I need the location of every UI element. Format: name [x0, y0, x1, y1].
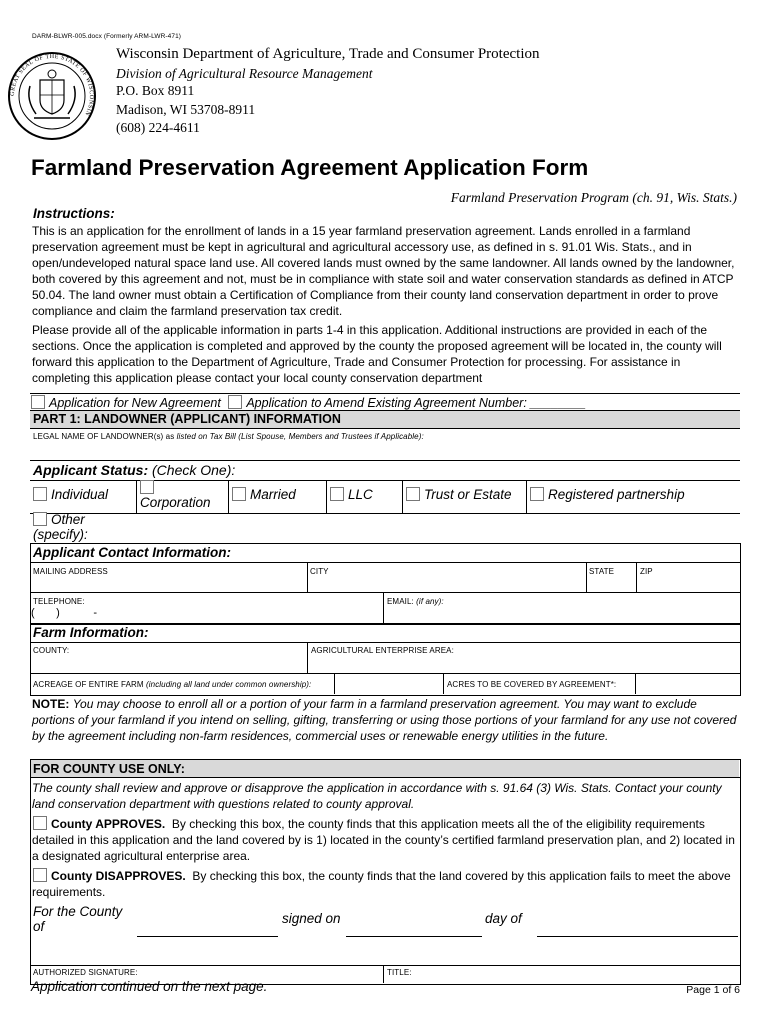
part1-heading: PART 1: LANDOWNER (APPLICANT) INFORMATION [33, 412, 341, 426]
for-county-of-label: For the County of [33, 904, 123, 934]
county-approves-checkbox[interactable] [33, 816, 47, 830]
instructions-paragraph-2: Please provide all of the applicable information in parts 1-4 in this application. Additional instructions are provided in each of the sections. Once the application is completed and approved by the county the proposed agreement will be located in, the county will forward this application to the Department of Agriculture, Trade and Consumer Protection for processing. For assistance in completing this application please contact your local county conservation department [32, 323, 722, 385]
agency-po-box: P.O. Box 8911 [116, 83, 195, 98]
instructions-body [32, 223, 740, 386]
contact-heading: Applicant Contact Information: [33, 545, 231, 560]
telephone-input[interactable]: ( ) - [31, 607, 98, 619]
page-number: Page 1 of 6 [686, 984, 740, 996]
new-agreement-checkbox[interactable] [31, 395, 45, 409]
status-option-corporation[interactable]: Corporation [140, 480, 211, 510]
authorized-signature-label: AUTHORIZED SIGNATURE: [33, 968, 138, 977]
program-name: Farmland Preservation Program (ch. 91, Wis. Stats.) [450, 190, 737, 205]
amend-agreement-label: Application to Amend Existing Agreement Number: ________ [246, 396, 586, 410]
agency-name: Wisconsin Department of Agriculture, Trade and Consumer Protection [116, 46, 540, 62]
legal-name-input[interactable] [31, 442, 739, 458]
state-seal-logo [6, 50, 98, 142]
county-disapproves-checkbox[interactable] [33, 868, 47, 882]
authorized-signature-input[interactable] [31, 944, 381, 964]
agency-division: Division of Agricultural Resource Management [116, 66, 373, 81]
state-label: STATE [589, 567, 615, 576]
title-input[interactable] [386, 944, 738, 964]
email-input[interactable] [386, 606, 738, 621]
status-option-individual[interactable]: Individual [33, 487, 108, 502]
city-input[interactable] [309, 576, 584, 590]
farm-heading: Farm Information: [33, 625, 149, 640]
acres-covered-input[interactable] [637, 675, 738, 692]
day-of-label: day of [485, 911, 522, 926]
signed-on-label: signed on [282, 911, 341, 926]
continued-note: Application continued on the next page. [31, 979, 268, 994]
acres-covered-label: ACRES TO BE COVERED BY AGREEMENT*: [447, 680, 617, 689]
month-year-input[interactable] [537, 918, 738, 935]
acreage-input[interactable] [336, 675, 441, 692]
email-label: EMAIL: (if any): [387, 597, 444, 606]
amend-agreement-checkbox[interactable] [228, 395, 242, 409]
other-specify-input[interactable] [96, 528, 736, 542]
county-use-heading: FOR COUNTY USE ONLY: [33, 762, 185, 776]
signed-date-input[interactable] [346, 918, 482, 935]
mailing-address-label: MAILING ADDRESS [33, 567, 108, 576]
mailing-address-input[interactable] [31, 576, 305, 590]
legal-name-label: LEGAL NAME OF LANDOWNER(s) as listed on Tax Bill (List Spouse, Members and Trustees if Applicable): [33, 432, 424, 441]
form-code: DARM-BLWR-005.docx (Formerly ARM-LWR-471) [32, 33, 182, 40]
new-agreement-label: Application for New Agreement [49, 396, 221, 410]
status-option-llc[interactable]: LLC [330, 487, 373, 502]
zip-label: ZIP [640, 567, 653, 576]
application-type-row [31, 395, 586, 410]
county-name-input[interactable] [137, 918, 278, 935]
county-label: COUNTY: [33, 646, 70, 655]
telephone-label: TELEPHONE: [33, 597, 85, 606]
page-title: Farmland Preservation Agreement Application Form [31, 155, 589, 180]
agency-phone: (608) 224-4611 [116, 120, 200, 135]
county-approves-row: County APPROVES. By checking this box, the county finds that this application meets all the of the eligibility requirements detailed in this application and the land covered by is 1) located in the county’s certified farmland preservation plan, and 2) located in a designated agricultural enterprise area. [32, 817, 735, 863]
zip-input[interactable] [638, 576, 738, 590]
title-label: TITLE: [387, 968, 412, 977]
note-paragraph: NOTE: You may choose to enroll all or a portion of your farm in a farmland preservation agreement. You may want to exclude portions of your farmland if you intend on selling, gifting, transferring or using those portions of your farmland for any use not covered by the agreement including non-farm residences, commercial uses or renewable energy utilities in the future. [32, 697, 737, 743]
aea-input[interactable] [309, 656, 738, 671]
applicant-status-heading: Applicant Status: (Check One): [33, 462, 236, 478]
status-option-other[interactable]: Other (specify): [33, 512, 88, 542]
status-option-partnership[interactable]: Registered partnership [530, 487, 685, 502]
instructions-paragraph-1: This is an application for the enrollment of lands in a 15 year farmland preservation agreement. Lands enrolled in a farmland preservation agreement must be kept in agricultural and agricultural accessory use, as defined in s. 91.01 Wis. Stats., and in open/undeveloped natural space land use. All covered lands must owned by the same landowner. All lands owned by the landowner, both covered by this agreement and not, must be in compliance with state soil and water conservation standards as defined in ATCP 50.04. The land owner must obtain a Certification of Compliance from their county land conservation department in order to prove compliance and claim the farmland preservation tax credit. [32, 224, 735, 318]
agency-city: Madison, WI 53708-8911 [116, 102, 256, 117]
acreage-label: ACREAGE OF ENTIRE FARM (including all land under common ownership): [33, 680, 312, 689]
status-option-married[interactable]: Married [232, 487, 296, 502]
state-input[interactable] [588, 576, 634, 590]
county-use-intro: The county shall review and approve or disapprove the application in accordance with s. 91.64 (3) Wis. Stats. Contact your county land conservation department with questions related to county approval. [32, 781, 722, 811]
city-label: CITY [310, 567, 329, 576]
instructions-heading: Instructions: [33, 206, 115, 221]
county-disapproves-row: County DISAPPROVES. By checking this box, the county finds that the land covered by this application fails to meet the above requirements. [32, 869, 731, 899]
aea-label: AGRICULTURAL ENTERPRISE AREA: [311, 646, 454, 655]
seal-text: GREAT SEAL OF THE STATE OF WISCONSIN [9, 53, 95, 117]
status-option-trust[interactable]: Trust or Estate [406, 487, 512, 502]
county-input[interactable] [31, 656, 305, 671]
